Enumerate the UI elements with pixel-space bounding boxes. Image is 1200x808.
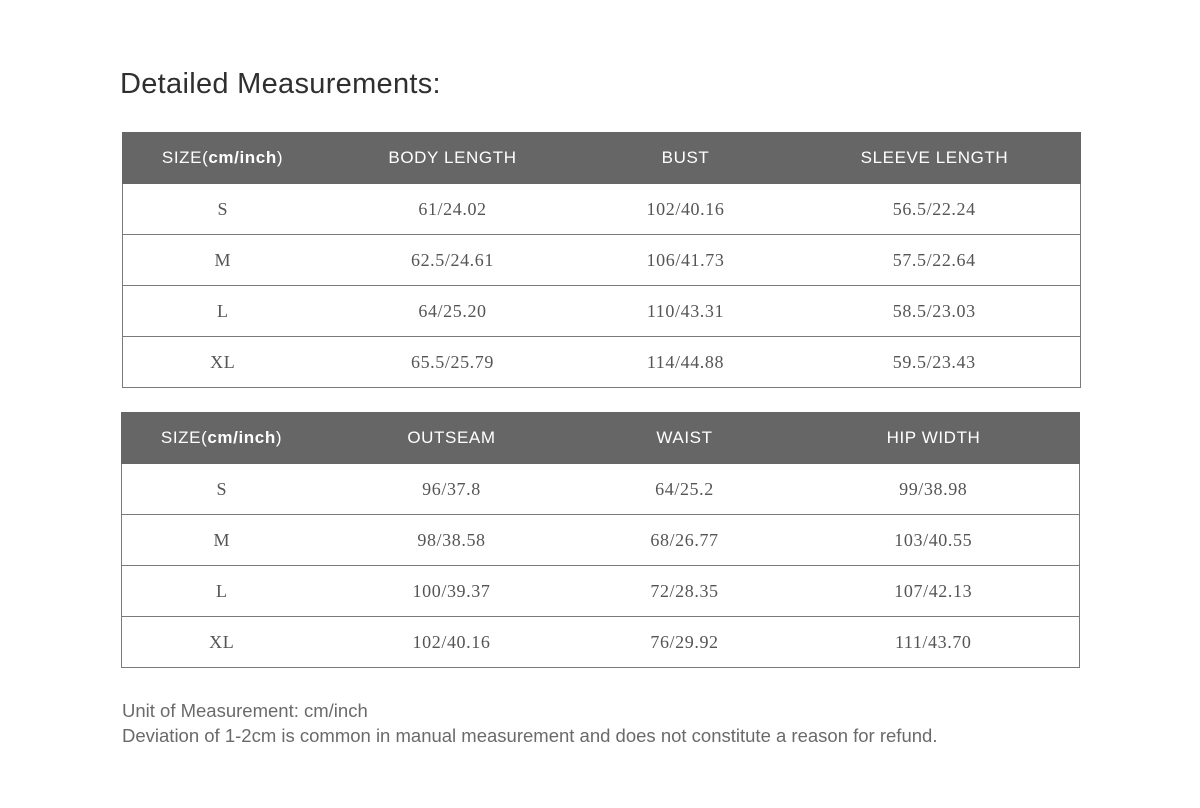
header-size-unit: cm/inch	[207, 428, 276, 447]
cell-body-length: 64/25.20	[323, 286, 583, 337]
cell-size: L	[122, 566, 322, 617]
table-row	[122, 617, 1080, 668]
cell-hip-width: 103/40.55	[788, 515, 1080, 566]
header-outseam: OUTSEAM	[322, 413, 582, 464]
header-size	[123, 133, 323, 184]
cell-body-length: 62.5/24.61	[323, 235, 583, 286]
cell-size: M	[122, 515, 322, 566]
table-row	[123, 337, 1081, 388]
table-row	[122, 566, 1080, 617]
cell-body-length: 65.5/25.79	[323, 337, 583, 388]
cell-size: M	[123, 235, 323, 286]
cell-size: S	[122, 464, 322, 515]
cell-hip-width: 107/42.13	[788, 566, 1080, 617]
table-row	[123, 286, 1081, 337]
header-size-suffix: )	[275, 428, 283, 447]
cell-waist: 68/26.77	[582, 515, 788, 566]
cell-sleeve-length: 57.5/22.64	[789, 235, 1081, 286]
header-size-prefix: SIZE(	[160, 428, 208, 447]
header-size-prefix: SIZE(	[161, 148, 209, 167]
table-header-row	[123, 133, 1081, 184]
header-sleeve-length: SLEEVE LENGTH	[789, 133, 1081, 184]
cell-waist: 76/29.92	[582, 617, 788, 668]
header-size	[122, 413, 322, 464]
deviation-note: Deviation of 1-2cm is common in manual measurement and does not constitute a reason for refund.	[122, 725, 938, 746]
header-size-suffix: )	[276, 148, 284, 167]
header-hip-width: HIP WIDTH	[788, 413, 1080, 464]
cell-body-length: 61/24.02	[323, 184, 583, 235]
unit-note: Unit of Measurement: cm/inch	[122, 700, 368, 721]
cell-size: XL	[123, 337, 323, 388]
header-size-unit: cm/inch	[208, 148, 277, 167]
bottom-measurements-table	[121, 412, 1080, 668]
cell-bust: 106/41.73	[583, 235, 789, 286]
cell-bust: 110/43.31	[583, 286, 789, 337]
table-header-row	[122, 413, 1080, 464]
cell-bust: 102/40.16	[583, 184, 789, 235]
cell-outseam: 98/38.58	[322, 515, 582, 566]
cell-size: XL	[122, 617, 322, 668]
measurement-notes	[122, 698, 937, 748]
header-body-length: BODY LENGTH	[323, 133, 583, 184]
cell-outseam: 96/37.8	[322, 464, 582, 515]
table-row	[122, 515, 1080, 566]
cell-sleeve-length: 59.5/23.43	[789, 337, 1081, 388]
header-bust: BUST	[583, 133, 789, 184]
cell-outseam: 102/40.16	[322, 617, 582, 668]
cell-size: L	[123, 286, 323, 337]
table-row	[122, 464, 1080, 515]
cell-waist: 72/28.35	[582, 566, 788, 617]
page-title: Detailed Measurements:	[120, 68, 441, 100]
table-row	[123, 235, 1081, 286]
cell-sleeve-length: 56.5/22.24	[789, 184, 1081, 235]
cell-hip-width: 99/38.98	[788, 464, 1080, 515]
cell-waist: 64/25.2	[582, 464, 788, 515]
header-waist: WAIST	[582, 413, 788, 464]
cell-bust: 114/44.88	[583, 337, 789, 388]
cell-sleeve-length: 58.5/23.03	[789, 286, 1081, 337]
cell-outseam: 100/39.37	[322, 566, 582, 617]
cell-hip-width: 111/43.70	[788, 617, 1080, 668]
cell-size: S	[123, 184, 323, 235]
table-row	[123, 184, 1081, 235]
top-measurements-table	[122, 132, 1081, 388]
